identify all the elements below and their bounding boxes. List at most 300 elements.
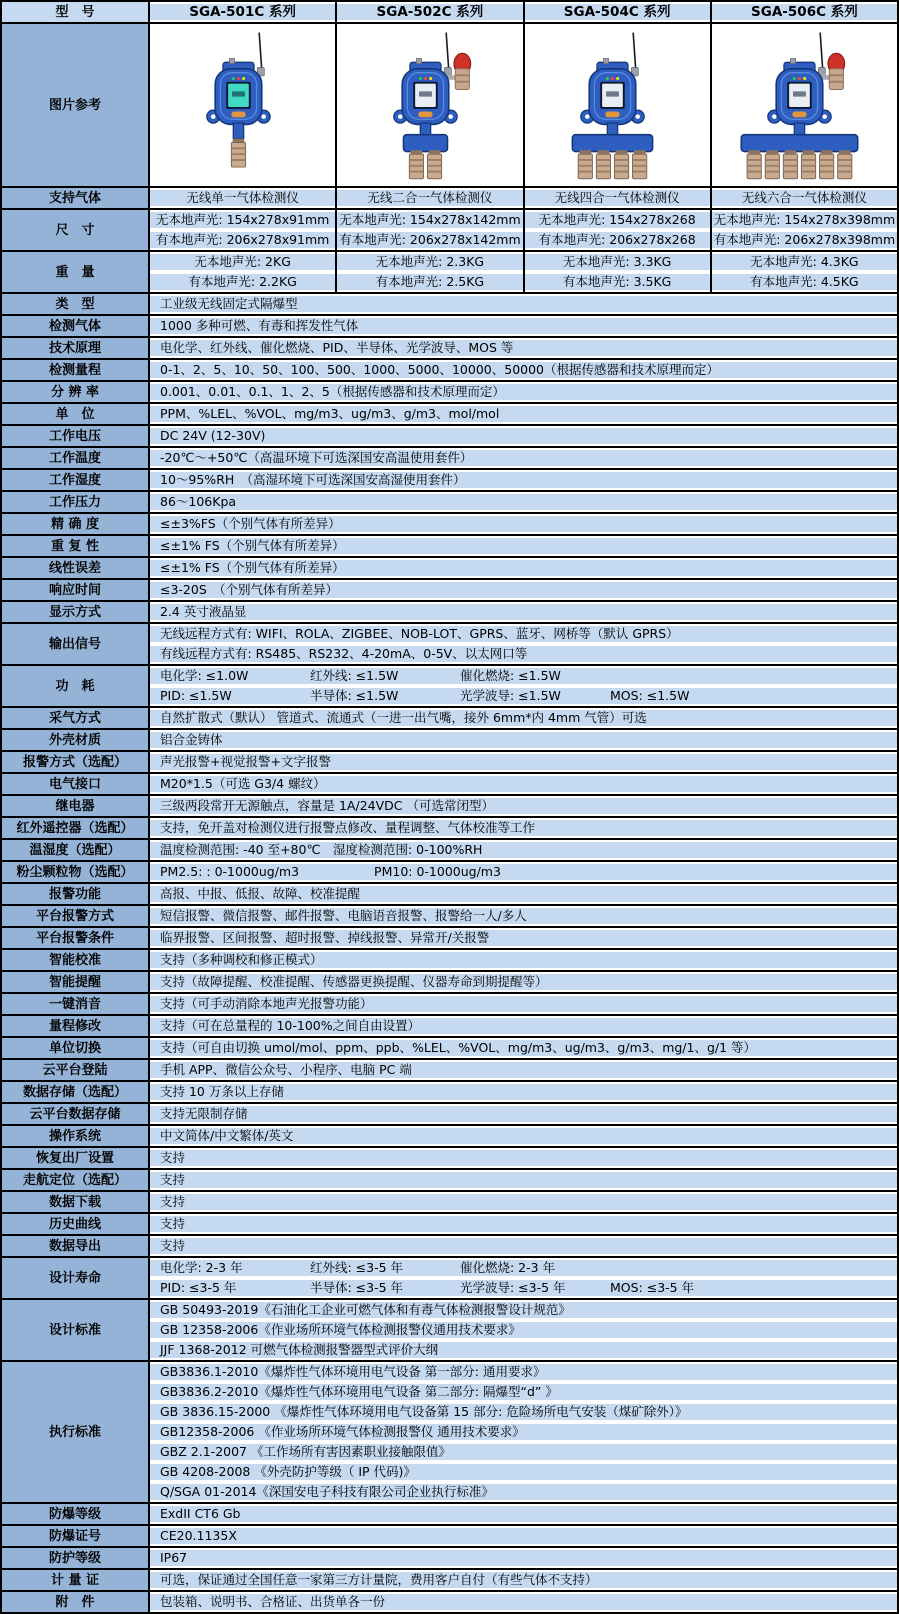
spec-value: Q/SGA 01-2014《深国安电子科技有限公司企业执行标准》 [150, 1484, 897, 1500]
sensor-cylinder [747, 150, 761, 178]
row-label: 一键消音 [2, 994, 150, 1014]
row-label: 精 确 度 [2, 514, 150, 534]
row-label: 工作电压 [2, 426, 150, 446]
spec-row [2, 1360, 897, 1502]
spec-values [150, 950, 897, 970]
row-label: 工作湿度 [2, 470, 150, 490]
sensor-cylinder [766, 150, 780, 178]
row-label: 功 耗 [2, 666, 150, 706]
spec-value-segment: 催化燃烧: ≤1.5W [460, 668, 561, 683]
spec-value: ≤3-20S （个别气体有所差异） [150, 582, 897, 598]
spec-col-cell [335, 188, 522, 208]
spec-values [150, 1082, 897, 1102]
spec-value: GB3836.1-2010《爆炸性气体环境用电气设备 第一部分: 通用要求》 [150, 1364, 897, 1380]
spec-value: 无线单一气体检测仪 [150, 190, 335, 206]
spec-value: PPM、%LEL、%VOL、mg/m3、ug/m3、g/m3、mol/mol [150, 406, 897, 422]
row-label: 执行标准 [2, 1362, 150, 1502]
row-label: 单位切换 [2, 1038, 150, 1058]
spec-row [2, 1590, 897, 1612]
spec-value: 支持，免开盖对检测仪进行报警点修改、量程调整、气体校准等工作 [150, 820, 897, 836]
spec-value: PM2.5: : 0-1000ug/m3 PM10: 0-1000ug/m3 [150, 864, 897, 880]
row-label: 云平台登陆 [2, 1060, 150, 1080]
spec-row [2, 1524, 897, 1546]
spec-row [2, 838, 897, 860]
sensor-cylinder [615, 150, 629, 178]
spec-values [150, 558, 897, 578]
spec-value: 无本地声光: 2.3KG [337, 254, 522, 270]
spec-values [150, 972, 897, 992]
spec-col-cell [523, 252, 710, 292]
row-label: 温湿度（选配） [2, 840, 150, 860]
row-label: 显示方式 [2, 602, 150, 622]
spec-row [2, 1234, 897, 1256]
row-label: 计 量 证 [2, 1570, 150, 1590]
spec-values [150, 536, 897, 556]
row-label: 设计寿命 [2, 1258, 150, 1298]
spec-value: 工业级无线固定式隔爆型 [150, 296, 897, 312]
manifold-bar [573, 135, 653, 152]
spec-value: 支持（可在总量程的 10-100%之间自由设置） [150, 1018, 897, 1034]
spec-value-segment: 红外线: ≤1.5W [310, 668, 399, 683]
spec-value: 支持（多种调校和修正模式） [150, 952, 897, 968]
spec-value-segment: PID: ≤1.5W [160, 688, 232, 703]
header-col-cell [710, 2, 897, 22]
spec-value: 10～95%RH （高湿环境下可选深国安高湿使用套件） [150, 472, 897, 488]
sensor-cylinder [838, 150, 852, 178]
spec-row [2, 578, 897, 600]
antenna-icon [633, 33, 636, 71]
spec-values [150, 666, 897, 706]
spec-values [150, 1504, 897, 1524]
row-label: 智能校准 [2, 950, 150, 970]
spec-value: 86～106Kpa [150, 494, 897, 510]
spec-row [2, 1256, 897, 1298]
row-label: 工作压力 [2, 492, 150, 512]
spec-value: 支持（可自由切换 umol/mol、ppm、ppb、%LEL、%VOL、mg/m3、ug/m3、g/m3、mg/1、g/1 等） [150, 1040, 897, 1056]
spec-value: M20*1.5（可选 G3/4 螺纹） [150, 776, 897, 792]
row-label: 操作系统 [2, 1126, 150, 1146]
spec-row [2, 1058, 897, 1080]
spec-col-cell [150, 188, 335, 208]
spec-value: 无本地声光: 2KG [150, 254, 335, 270]
spec-value: 无线二合一气体检测仪 [337, 190, 522, 206]
row-label: 云平台数据存储 [2, 1104, 150, 1124]
sensor-cylinder [820, 150, 834, 178]
product-image-sga-502c [339, 30, 521, 180]
sensor-cylinder [596, 150, 610, 178]
sensor-cylinder [784, 150, 798, 178]
series-name: SGA-506C 系列 [712, 4, 897, 20]
spec-row [2, 860, 897, 882]
image-cells [150, 24, 897, 186]
spec-row [2, 948, 897, 970]
spec-value: GB12358-2006 《作业场所环境气体检测报警仪 通用技术要求》 [150, 1424, 897, 1440]
spec-values [150, 1148, 897, 1168]
row-label: 继电器 [2, 796, 150, 816]
spec-value: 0.001、0.01、0.1、1、2、5（根据传感器和技术原理而定） [150, 384, 897, 400]
row-label: 采气方式 [2, 708, 150, 728]
spec-value: 无本地声光: 154x278x398mm [713, 212, 896, 227]
spec-value: 有本地声光: 2.2KG [150, 274, 335, 290]
spec-row [2, 1546, 897, 1568]
spec-value: 可选，保证通过全国任意一家第三方计量院，费用客户自付（有些气体不支持） [150, 1572, 897, 1588]
spec-row [2, 1036, 897, 1058]
header-col-cell [150, 2, 335, 22]
spec-value: ≤±1% FS（个别气体有所差异） [150, 538, 897, 554]
spec-value: 电化学、红外线、催化燃烧、PID、半导体、光学波导、MOS 等 [150, 340, 897, 356]
spec-value-segment: 电化学: 2-3 年 [160, 1260, 243, 1275]
spec-row [2, 904, 897, 926]
spec-value: GBZ 2.1-2007 《工作场所有害因素职业接触限值》 [150, 1444, 897, 1460]
spec-row [2, 1298, 897, 1360]
series-name: SGA-504C 系列 [525, 4, 710, 20]
spec-value-segment: 半导体: ≤1.5W [310, 688, 399, 703]
spec-values [150, 624, 897, 664]
spec-col-cell [150, 210, 335, 250]
spec-row [2, 1212, 897, 1234]
row-label: 平台报警方式 [2, 906, 150, 926]
spec-row [2, 250, 897, 292]
spec-value: 有本地声光: 4.5KG [712, 274, 897, 290]
row-label: 单 位 [2, 404, 150, 424]
sensor-cylinder [578, 150, 592, 178]
spec-value: 支持 10 万条以上存储 [150, 1084, 897, 1100]
spec-row [2, 772, 897, 794]
header-col-cell [523, 2, 710, 22]
spec-value: 0-1、2、5、10、50、100、500、1000、5000、10000、50000（根据传感器和技术原理而定） [150, 362, 897, 378]
spec-value: 有本地声光: 3.5KG [525, 274, 710, 290]
spec-row [2, 794, 897, 816]
spec-value-segment: 光学波导: ≤1.5W [460, 688, 561, 703]
orange-button [605, 111, 619, 117]
spec-value: 声光报警+视觉报警+文字报警 [150, 754, 897, 770]
spec-values [150, 1548, 897, 1568]
spec-values [150, 1258, 897, 1298]
spec-values [150, 1526, 897, 1546]
spec-row [2, 750, 897, 772]
spec-value: 1000 多种可燃、有毒和挥发性气体 [150, 318, 897, 334]
spec-row [2, 402, 897, 424]
spec-value: 支持 [150, 1216, 897, 1232]
spec-values [150, 338, 897, 358]
spec-value-segment: 催化燃烧: 2-3 年 [460, 1260, 556, 1275]
manifold-bar [403, 135, 447, 152]
spec-value: ≤±1% FS（个别气体有所差异） [150, 560, 897, 576]
spec-values [150, 360, 897, 380]
product-image-sga-504c [526, 30, 708, 180]
spec-value: IP67 [150, 1550, 897, 1566]
series-name: SGA-501C 系列 [150, 4, 335, 20]
spec-row [2, 1014, 897, 1036]
row-label: 输出信号 [2, 624, 150, 664]
row-label: 报警方式（选配） [2, 752, 150, 772]
row-label: 报警功能 [2, 884, 150, 904]
spec-value: 有本地声光: 206x278x142mm [339, 232, 521, 247]
product-image-cell [710, 24, 897, 186]
spec-values [150, 1126, 897, 1146]
spec-value: 三级两段常开无源触点，容量是 1A/24VDC （可选常闭型） [150, 798, 897, 814]
spec-values [150, 796, 897, 816]
spec-value: 支持（故障提醒、校准提醒、传感器更换提醒、仪器寿命到期提醒等） [150, 974, 897, 990]
spec-value: GB 3836.15-2000 《爆炸性气体环境用电气设备第 15 部分: 危险场所电气安装（煤矿除外）》 [150, 1404, 897, 1420]
spec-row [2, 882, 897, 904]
spec-value: 支持 [150, 1150, 897, 1166]
spec-value: JJF 1368-2012 可燃气体检测报警器型式评价大纲 [150, 1342, 897, 1358]
row-label: 检测气体 [2, 316, 150, 336]
spec-values [150, 382, 897, 402]
row-label: 外壳材质 [2, 730, 150, 750]
spec-values [150, 906, 897, 926]
spec-value: 有本地声光: 206x278x268 [525, 232, 710, 248]
table-header-row [2, 2, 897, 22]
spec-row [2, 926, 897, 948]
spec-value: 短信报警、微信报警、邮件报警、电脑语音报警、报警给一人/多人 [150, 908, 897, 924]
spec-value-segment: MOS: ≤1.5W [610, 688, 690, 703]
spec-row [2, 1502, 897, 1524]
spec-value: 无本地声光: 154x278x268 [525, 212, 710, 228]
sensor-cylinder [802, 150, 816, 178]
product-image-sga-501c [152, 30, 334, 180]
spec-col-cell [523, 188, 710, 208]
spec-values [150, 1170, 897, 1190]
product-image-cell [523, 24, 710, 186]
spec-value: GB3836.2-2010《爆炸性气体环境用电气设备 第二部分: 隔爆型“d” 》 [150, 1384, 897, 1400]
spec-value: CE20.1135X [150, 1528, 897, 1544]
row-label: 恢复出厂设置 [2, 1148, 150, 1168]
spec-values [150, 774, 897, 794]
row-label: 检测量程 [2, 360, 150, 380]
spec-row [2, 208, 897, 250]
spec-value [150, 668, 897, 684]
row-label: 平台报警条件 [2, 928, 150, 948]
spec-row [2, 358, 897, 380]
spec-value: GB 12358-2006《作业场所环境气体检测报警仪通用技术要求》 [150, 1322, 897, 1338]
spec-row [2, 992, 897, 1014]
row-label: 数据存储（选配） [2, 1082, 150, 1102]
spec-row [2, 380, 897, 402]
spec-values [150, 884, 897, 904]
header-col-cell [335, 2, 522, 22]
spec-value: 有本地声光: 206x278x91mm [150, 232, 335, 248]
row-label: 响应时间 [2, 580, 150, 600]
row-label: 工作温度 [2, 448, 150, 468]
spec-values [150, 1016, 897, 1036]
spec-row [2, 186, 897, 208]
spec-values [150, 1300, 897, 1360]
row-label: 附 件 [2, 1592, 150, 1612]
spec-row [2, 622, 897, 664]
header-model-label: 型 号 [2, 2, 150, 22]
spec-row [2, 970, 897, 992]
spec-value: 包装箱、说明书、合格证、出货单各一份 [150, 1594, 897, 1610]
orange-button [793, 111, 807, 117]
spec-value-segment: PID: ≤3-5 年 [160, 1280, 237, 1295]
spec-value: 支持（可手动消除本地声光报警功能） [150, 996, 897, 1012]
spec-row [2, 1568, 897, 1590]
spec-row [2, 424, 897, 446]
spec-values [150, 448, 897, 468]
spec-value: 无线六合一气体检测仪 [712, 190, 897, 206]
spec-row [2, 490, 897, 512]
spec-values [150, 316, 897, 336]
row-label: 防护等级 [2, 1548, 150, 1568]
spec-value: ≤±3%FS（个别气体有所差异） [150, 516, 897, 532]
spec-values [150, 994, 897, 1014]
spec-col-cell [335, 252, 522, 292]
spec-values [150, 426, 897, 446]
spec-value: GB 50493-2019《石油化工企业可燃气体和有毒气体检测报警设计规范》 [150, 1302, 897, 1318]
spec-value: 支持无限制存储 [150, 1106, 897, 1122]
spec-value: 自然扩散式（默认） 管道式、流通式（一进一出气嘴，接外 6mm*内 4mm 气管）可选 [150, 710, 897, 726]
spec-value: 无线四合一气体检测仪 [525, 190, 710, 206]
row-label: 电气接口 [2, 774, 150, 794]
series-name: SGA-502C 系列 [337, 4, 522, 20]
spec-value-segment: 电化学: ≤1.0W [160, 668, 249, 683]
spec-columns [150, 210, 897, 250]
spec-values [150, 1236, 897, 1256]
spec-values [150, 862, 897, 882]
spec-value: -20℃～+50℃（高温环境下可选深国安高温使用套件） [150, 450, 897, 466]
spec-row [2, 446, 897, 468]
row-label: 防爆等级 [2, 1504, 150, 1524]
spec-values [150, 752, 897, 772]
orange-button [231, 111, 245, 117]
spec-values [150, 1570, 897, 1590]
spec-row [2, 1102, 897, 1124]
spec-row [2, 292, 897, 314]
spec-value: GB 4208-2008 《外壳防护等级（ IP 代码)》 [150, 1464, 897, 1480]
spec-value [150, 1280, 897, 1296]
spec-value [150, 688, 897, 704]
row-label: 支持气体 [2, 188, 150, 208]
spec-col-cell [710, 210, 897, 250]
spec-value-segment: MOS: ≤3-5 年 [610, 1280, 695, 1295]
spec-values [150, 404, 897, 424]
spec-values [150, 818, 897, 838]
spec-values [150, 1214, 897, 1234]
spec-values [150, 602, 897, 622]
spec-row [2, 1168, 897, 1190]
spec-value: 温度检测范围: -40 至+80℃ 湿度检测范围: 0-100%RH [150, 842, 897, 858]
spec-value: 有本地声光: 2.5KG [337, 274, 522, 290]
spec-row [2, 1190, 897, 1212]
spec-values [150, 1362, 897, 1502]
spec-columns [150, 188, 897, 208]
spec-value-segment: 红外线: ≤3-5 年 [310, 1260, 404, 1275]
spec-values [150, 492, 897, 512]
spec-values [150, 514, 897, 534]
spec-values [150, 928, 897, 948]
spec-row [2, 512, 897, 534]
spec-value: 无本地声光: 3.3KG [525, 254, 710, 270]
spec-columns [150, 252, 897, 292]
row-label: 量程修改 [2, 1016, 150, 1036]
row-label: 防爆证号 [2, 1526, 150, 1546]
sensor-cylinder [427, 150, 441, 178]
row-label: 技术原理 [2, 338, 150, 358]
spec-value: 有线远程方式有: RS485、RS232、4-20mA、0-5V、以太网口等 [150, 646, 897, 662]
spec-value: 无本地声光: 154x278x142mm [339, 212, 521, 227]
spec-value: 无本地声光: 4.3KG [712, 254, 897, 270]
spec-value: 中文简体/中文繁体/英文 [150, 1128, 897, 1144]
spec-value: 支持 [150, 1172, 897, 1188]
spec-values [150, 708, 897, 728]
spec-row [2, 600, 897, 622]
antenna-icon [821, 33, 824, 71]
antenna-icon [446, 33, 449, 71]
row-label: 重 量 [2, 252, 150, 292]
spec-value: 临界报警、区间报警、超时报警、掉线报警、异常开/关报警 [150, 930, 897, 946]
spec-value: 无线远程方式有: WIFI、ROLA、ZIGBEE、NOB-LOT、GPRS、蓝牙、网桥等（默认 GPRS） [150, 626, 897, 642]
spec-col-cell [523, 210, 710, 250]
spec-value: 有本地声光: 206x278x398mm [713, 232, 896, 247]
spec-values [150, 1038, 897, 1058]
antenna-icon [259, 33, 262, 71]
row-label: 数据下载 [2, 1192, 150, 1212]
spec-values [150, 470, 897, 490]
spec-col-cell [150, 252, 335, 292]
row-label: 历史曲线 [2, 1214, 150, 1234]
spec-value: 手机 APP、微信公众号、小程序、电脑 PC 端 [150, 1062, 897, 1078]
spec-row [2, 534, 897, 556]
row-label: 红外遥控器（选配） [2, 818, 150, 838]
spec-row [2, 1124, 897, 1146]
spec-row [2, 664, 897, 706]
product-image-sga-506c [713, 30, 895, 180]
spec-value: DC 24V (12-30V) [150, 428, 897, 444]
spec-row [2, 706, 897, 728]
row-label: 图片参考 [2, 24, 150, 186]
row-label: 走航定位（选配） [2, 1170, 150, 1190]
spec-value: 高报、中报、低报、故障、校准提醒 [150, 886, 897, 902]
row-label: 线性误差 [2, 558, 150, 578]
spec-row [2, 1146, 897, 1168]
spec-values [150, 1592, 897, 1612]
spec-values [150, 294, 897, 314]
spec-value: 支持 [150, 1238, 897, 1254]
image-row [2, 22, 897, 186]
manifold-bar [742, 135, 858, 152]
spec-values [150, 1192, 897, 1212]
spec-values [150, 1060, 897, 1080]
header-columns [150, 2, 897, 22]
sensor-cylinder [409, 150, 423, 178]
row-label: 数据导出 [2, 1236, 150, 1256]
spec-value: 支持 [150, 1194, 897, 1210]
row-label: 粉尘颗粒物（选配） [2, 862, 150, 882]
spec-values [150, 1104, 897, 1124]
product-image-cell [150, 24, 335, 186]
spec-row [2, 728, 897, 750]
spec-row [2, 468, 897, 490]
spec-value-segment: 半导体: ≤3-5 年 [310, 1280, 404, 1295]
row-label: 设计标准 [2, 1300, 150, 1360]
spec-row [2, 816, 897, 838]
sensor-cylinder [633, 150, 647, 178]
sensor-cylinder [231, 139, 245, 167]
spec-col-cell [710, 252, 897, 292]
spec-row [2, 556, 897, 578]
row-label: 类 型 [2, 294, 150, 314]
spec-row [2, 314, 897, 336]
spec-values [150, 730, 897, 750]
spec-values [150, 580, 897, 600]
spec-value: 2.4 英寸液晶显 [150, 604, 897, 620]
spec-value: ExdII CT6 Gb [150, 1506, 897, 1522]
spec-values [150, 840, 897, 860]
row-label: 重 复 性 [2, 536, 150, 556]
row-label: 分 辨 率 [2, 382, 150, 402]
